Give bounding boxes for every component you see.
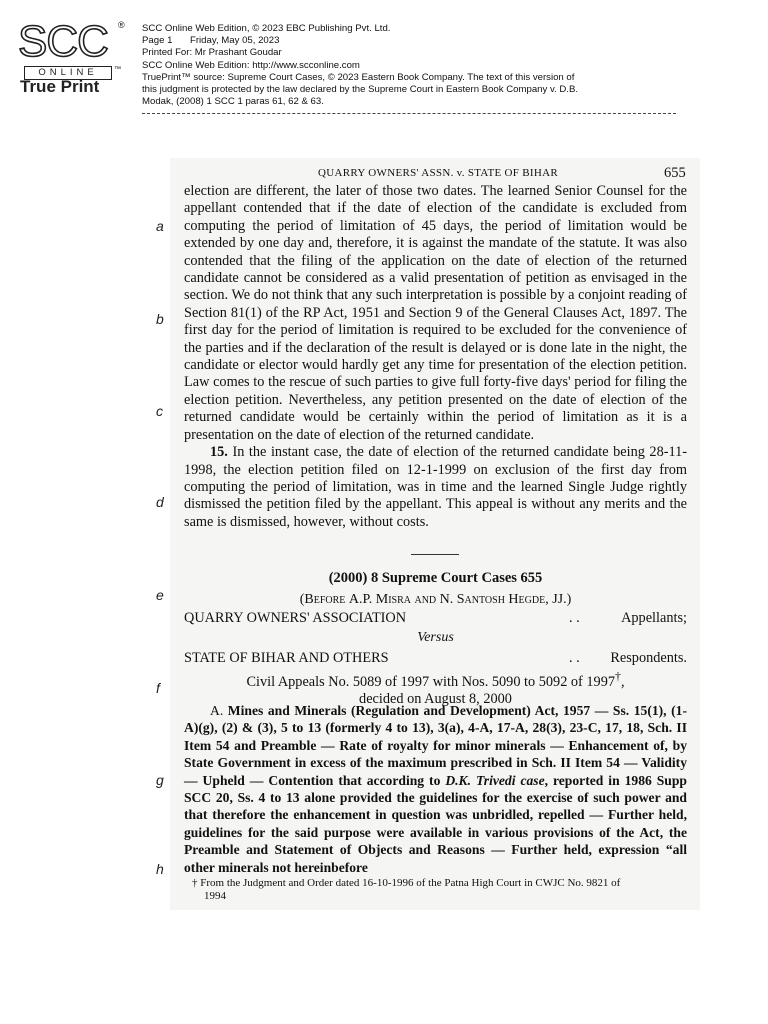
margin-letter-c: c — [156, 403, 163, 419]
scc-online-logo — [18, 17, 126, 96]
bench-line — [184, 592, 687, 608]
bench-close: , JJ.) — [545, 592, 572, 607]
footnote-line-2: 1994 — [204, 890, 226, 902]
bench-judges: A.P. Misra and N. Santosh Hegde — [348, 592, 546, 607]
paragraph-15-text: In the instant case, the date of election of the returned candidate being 28-11-1998, the election petition filed on 12-1-1999 on exclusion of the first day from computing the period of limitation, was in time and the learned Single Judge rightly dismissed the petition filed by the appellant. This appeal is without any merits and the same is dismissed, however, without costs. — [184, 444, 688, 530]
header-divider — [142, 113, 676, 114]
paragraph-continued: election are different, the later of those two dates. The learned Senior Counsel for the appellant contended that if the date of election of the candidate is excluded from computing the period of limitation of 45 days, the period of limitation would be extended by one day and, therefore, it is against the mandate of the statute. It was also contended that the filing of the application on the date of election of the returned candidate cannot be considered as a valid presentation of petition as envisaged in the section. We do not think that any such interpretation is possible by a conjoint reading of Section 81(1) of the RP Act, 1951 and Section 9 of the General Clauses Act, 1897. The first day for the period of limitation is required to be excluded for the convenience of the parties and if the declaration of the result is delayed or is done late in the night, the candidate or elector would hardly get any time for presentation of the election petition. Law comes to the rescue of such parties to give full forty-five days' period for filing the election petition. Nevertheless, any petition presented on the date of election of the returned candidate would be certainly within the period of limitation as it is a presentation on the date of election of the returned candidate. — [184, 183, 687, 443]
margin-letter-e: e — [156, 587, 164, 603]
appellant-line — [184, 610, 687, 627]
footnote-line-1: † From the Judgment and Order dated 16-10-1996 of the Patna High Court in CWJC No. 9821 of — [192, 877, 621, 889]
case-citation: (2000) 8 Supreme Court Cases 655 — [328, 570, 543, 586]
dagger-mark: † — [615, 669, 621, 683]
logo-online-banner: ONLINE — [24, 66, 112, 80]
logo-brand: SCC — [18, 17, 108, 66]
bench-open: ( — [299, 592, 305, 607]
respondent-name: STATE OF BIHAR AND OTHERS — [184, 650, 389, 666]
appeal-trail: , — [620, 673, 625, 690]
page-number: 655 — [664, 165, 686, 181]
printed-for-line: Printed For: Mr Prashant Goudar — [142, 47, 282, 59]
footnote — [192, 877, 688, 903]
versus-label: Versus — [417, 630, 454, 645]
running-head: QUARRY OWNERS' ASSN. v. STATE OF BIHAR — [318, 167, 558, 179]
judgment-body — [184, 183, 687, 531]
respondent-leader-dots: . . — [569, 650, 580, 666]
paragraph-15 — [184, 444, 687, 531]
appeal-numbers — [184, 668, 687, 691]
margin-letter-g: g — [156, 772, 164, 788]
headnote — [184, 702, 687, 876]
headnote-text-2: , reported in 1986 Supp SCC 20, Ss. 4 to 13 alone provided the guidelines for the exercise of such power and that therefore the enhancement in question was unbridled, repelled — Further held, guidelines for the said purpose were available in various provisions of the Act, the Preamble and Statement of Objects and Reasons — Further held, expression “all other minerals not hereinbefore — [184, 772, 687, 875]
headnote-letter: A. — [210, 703, 224, 718]
bench-before: Before — [304, 592, 346, 607]
page-label: Page 1 — [142, 35, 173, 47]
headnote-a — [184, 702, 687, 876]
headnote-case-name: D.K. Trivedi case — [445, 772, 545, 788]
logo-product-name: True Print — [20, 77, 100, 96]
source-line-2: this judgment is protected by the law declared by the Supreme Court in Eastern Book Company v. D.B. — [142, 84, 579, 96]
source-line-3: Modak, (2008) 1 SCC 1 paras 61, 62 & 63. — [142, 96, 324, 108]
margin-letter-h: h — [156, 861, 164, 877]
trademark-mark: ™ — [114, 66, 121, 73]
decision-date: decided on August 8, 2000 — [359, 690, 512, 707]
print-date: Friday, May 05, 2023 — [190, 35, 280, 47]
margin-letter-b: b — [156, 311, 164, 327]
respondent-line — [184, 650, 687, 667]
copyright-line: SCC Online Web Edition, © 2023 EBC Publishing Pvt. Ltd. — [142, 23, 391, 34]
appellant-leader-dots: . . — [569, 610, 580, 626]
paragraph-number: 15. — [210, 444, 228, 461]
source-line-1: TruePrint™ source: Supreme Court Cases, © 2023 Eastern Book Company. The text of this version of — [142, 71, 575, 83]
registered-mark: ® — [118, 20, 125, 30]
case-separator — [411, 554, 459, 555]
respondent-role: Respondents. — [610, 650, 687, 666]
margin-letter-d: d — [156, 494, 164, 510]
web-edition-line: SCC Online Web Edition: http://www.scconline.com — [142, 59, 360, 71]
headnote-text-1: Mines and Minerals (Regulation and Development) Act, 1957 — Ss. 15(1), (1-A)(g), (2) & (3), 5 to 13 (formerly 4 to 13), 3(a), 4-A, 17-A, 28(3), 23-C, 17, 18, Sch. II Item 54 and Preamble — Rate of royalty for minor minerals — Enhancement of, by State Government in excess of the maximum prescribed in Sch. II Item 54 — Validity — Upheld — Contention that according to — [184, 703, 687, 788]
appellant-name: QUARRY OWNERS' ASSOCIATION — [184, 610, 407, 626]
print-metadata — [142, 23, 742, 108]
appellant-role: Appellants; — [621, 610, 687, 626]
appeal-numbers-text: Civil Appeals No. 5089 of 1997 with Nos. 5090 to 5092 of 1997 — [246, 673, 615, 690]
margin-letter-f: f — [156, 680, 160, 696]
margin-letter-a: a — [156, 218, 164, 234]
page-date-line — [142, 35, 742, 47]
